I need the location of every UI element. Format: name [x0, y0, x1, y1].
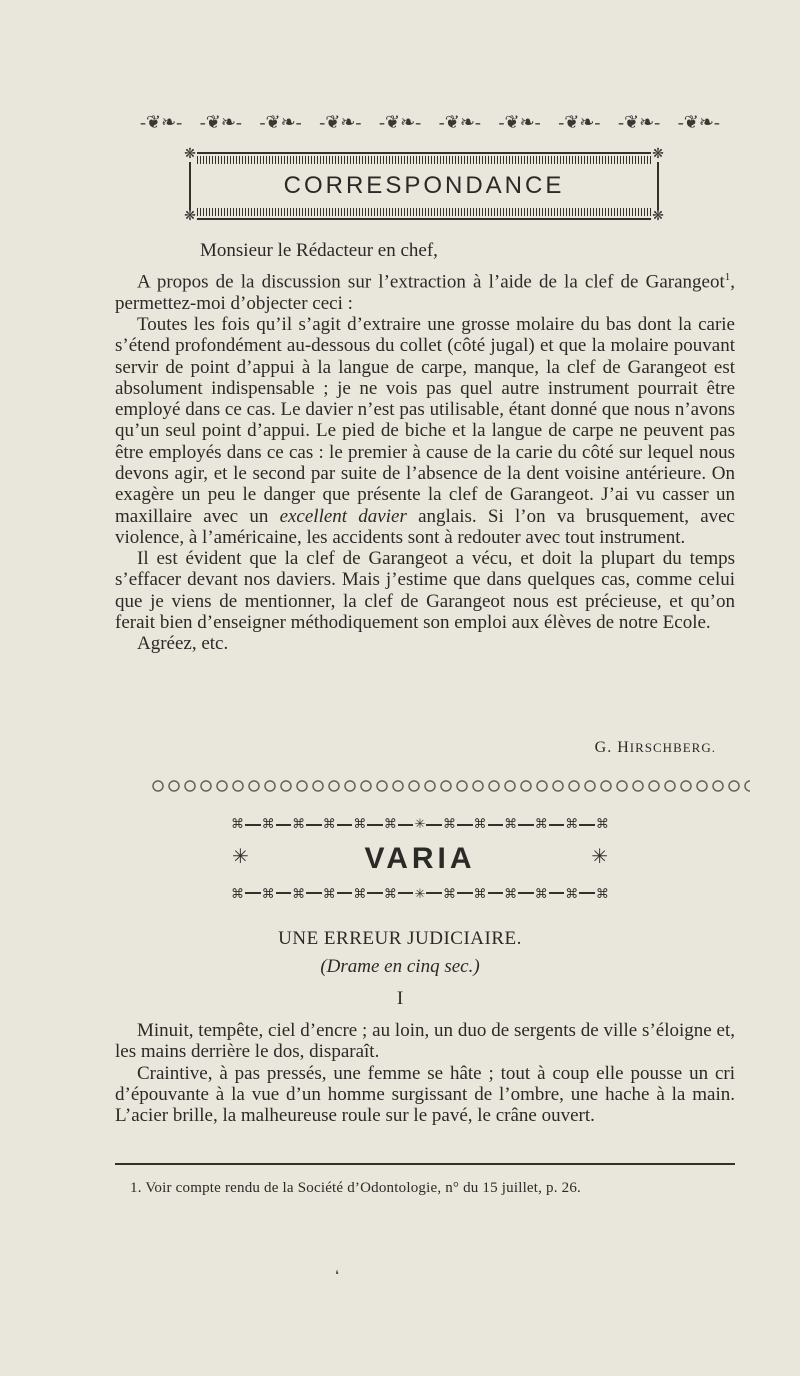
scroll-ornament-band — [150, 777, 750, 795]
knot-icon: ⌘ — [473, 886, 487, 901]
varia-deco-row-bottom — [230, 884, 610, 904]
varia-header-box — [230, 812, 610, 906]
paragraph-text: A propos de la discussion sur l’extraction à l’aide de la clef de Garangeot — [137, 271, 725, 293]
header-hatch-top — [197, 156, 651, 164]
paragraph: Craintive, à pas pressés, une femme se hâte ; tout à coup elle pousse un cri d’épouvante à la vue d’un homme surgissant de l’ombre, une hache à la main. L’acier brille, la malheureuse roule sur le pavé, le crâne ouvert. — [115, 1062, 735, 1127]
header-hatch-bottom — [197, 208, 651, 216]
knot-icon: ⌘ — [595, 816, 609, 831]
knot-icon: ⌘ — [322, 886, 336, 901]
article-subtitle: (Drame en cinq sec.) — [320, 956, 480, 977]
article-title: UNE ERREUR JUDICIAIRE. — [278, 928, 522, 949]
knot-icon: ⌘ — [261, 816, 275, 831]
salutation: Monsieur le Rédacteur en chef, — [200, 240, 438, 261]
knot-icon: ⌘ — [383, 886, 397, 901]
knot-icon: ⌘ — [353, 886, 367, 901]
corner-ornament-icon: ❋ — [652, 209, 664, 224]
letter-body — [115, 267, 735, 655]
star-icon: ✳ — [414, 816, 426, 831]
knot-icon: ⌘ — [322, 816, 336, 831]
ornament-icon: -❦❧- — [498, 111, 541, 132]
ornament-icon: -❦❧- — [438, 111, 481, 132]
knot-icon: ⌘ — [353, 816, 367, 831]
top-ornament-row — [140, 112, 720, 132]
knot-icon: ⌘ — [383, 816, 397, 831]
footnote-rule — [115, 1163, 735, 1165]
signature-name: IRSCHBERG. — [629, 740, 716, 755]
corner-ornament-icon: ❋ — [652, 147, 664, 162]
ornament-icon: -❦❧- — [259, 111, 302, 132]
varia-deco-row-top — [230, 814, 610, 834]
signature — [595, 739, 716, 757]
knot-icon: ⌘ — [534, 816, 548, 831]
ornament-icon: -❦❧- — [199, 111, 242, 132]
part-number: I — [396, 988, 404, 1009]
article-body — [115, 1020, 735, 1126]
italic-text: excellent davier — [279, 505, 407, 527]
ornament-icon: -❦❧- — [558, 111, 601, 132]
signature-initial: G. H — [594, 739, 630, 756]
knot-icon: ⌘ — [231, 816, 244, 831]
paragraph: Il est évident que la clef de Garangeot a vécu, et doit la plupart du temps s’effacer devant nos daviers. Mais j’estime que dans quelques cas, comme celui que je viens de mentionner, la clef de Garangeot nous est précieuse, et qu’on ferait bien d’enseigner méthodiquement son emploi aux élèves de notre Ecole. — [115, 548, 735, 634]
star-icon: ✳ — [414, 886, 426, 901]
knot-icon: ⌘ — [565, 816, 579, 831]
correspondance-header-box — [183, 148, 665, 224]
paragraph-text: , permettez-moi d’objecter ceci : — [115, 271, 735, 314]
ornament-icon: -❦❧- — [319, 111, 362, 132]
corner-ornament-icon: ❋ — [184, 147, 196, 162]
section-heading-correspondance: CORRESPONDANCE — [283, 172, 565, 199]
paragraph — [115, 314, 735, 548]
knot-icon: ⌘ — [261, 886, 275, 901]
knot-icon: ⌘ — [473, 816, 487, 831]
knot-icon: ⌘ — [292, 886, 306, 901]
star-icon: ✳ — [591, 846, 608, 868]
footnote: 1. Voir compte rendu de la Société d’Odontologie, n° du 15 juillet, p. 26. — [130, 1180, 582, 1196]
paragraph — [115, 267, 735, 314]
knot-icon: ⌘ — [534, 886, 548, 901]
star-icon: ✳ — [232, 846, 249, 868]
paragraph-text: Toutes les fois qu’il s’agit d’extraire une grosse molaire du bas dont la carie s’étend profondément au-dessous du collet (côté jugal) et que la molaire pouvant servir de point d’appui à la langue de carpe, manque, la clef de Garangeot est absolument indispensable ; je ne vois pas quel autre instrument pourrait être employé dans ce cas. Le davier n’est pas utilisable, étant donné que nous n’avons qu’un seul point d’appui. Le pied de biche et la langue de carpe ne peuvent pas être employés dans ce cas : le premier à cause de la carie du côté sur lequel nous devons agir, et le second par suite de l’absence de la dent voisine antérieure. On exagère un peu le danger que présente la clef de Garangeot. J’ai vu casser un maxillaire avec un — [115, 313, 735, 527]
ornament-icon: -❦❧- — [140, 111, 183, 132]
ornament-icon: -❦❧- — [379, 111, 422, 132]
knot-icon: ⌘ — [442, 816, 456, 831]
ornament-icon: -❦❧- — [618, 111, 661, 132]
knot-icon: ⌘ — [442, 886, 456, 901]
footnote-ref: 1 — [724, 271, 731, 283]
corner-ornament-icon: ❋ — [184, 209, 196, 224]
knot-icon: ⌘ — [595, 886, 609, 901]
section-heading-varia: VARIA — [364, 842, 476, 875]
closing: Agréez, etc. — [137, 633, 229, 655]
knot-icon: ⌘ — [231, 886, 244, 901]
page-mark-icon: ❛ — [335, 1268, 339, 1282]
knot-icon: ⌘ — [292, 816, 306, 831]
knot-icon: ⌘ — [504, 816, 518, 831]
knot-icon: ⌘ — [565, 886, 579, 901]
paragraph-text: anglais. Si l’on va brusquement, avec violence, à l’américaine, les accidents sont à redouter avec tout instrument. — [115, 505, 735, 548]
knot-icon: ⌘ — [504, 886, 518, 901]
paragraph: Minuit, tempête, ciel d’encre ; au loin, un duo de sergents de ville s’éloigne et, les mains derrière le dos, disparaît. — [115, 1020, 735, 1063]
ornament-icon: -❦❧- — [677, 111, 720, 132]
